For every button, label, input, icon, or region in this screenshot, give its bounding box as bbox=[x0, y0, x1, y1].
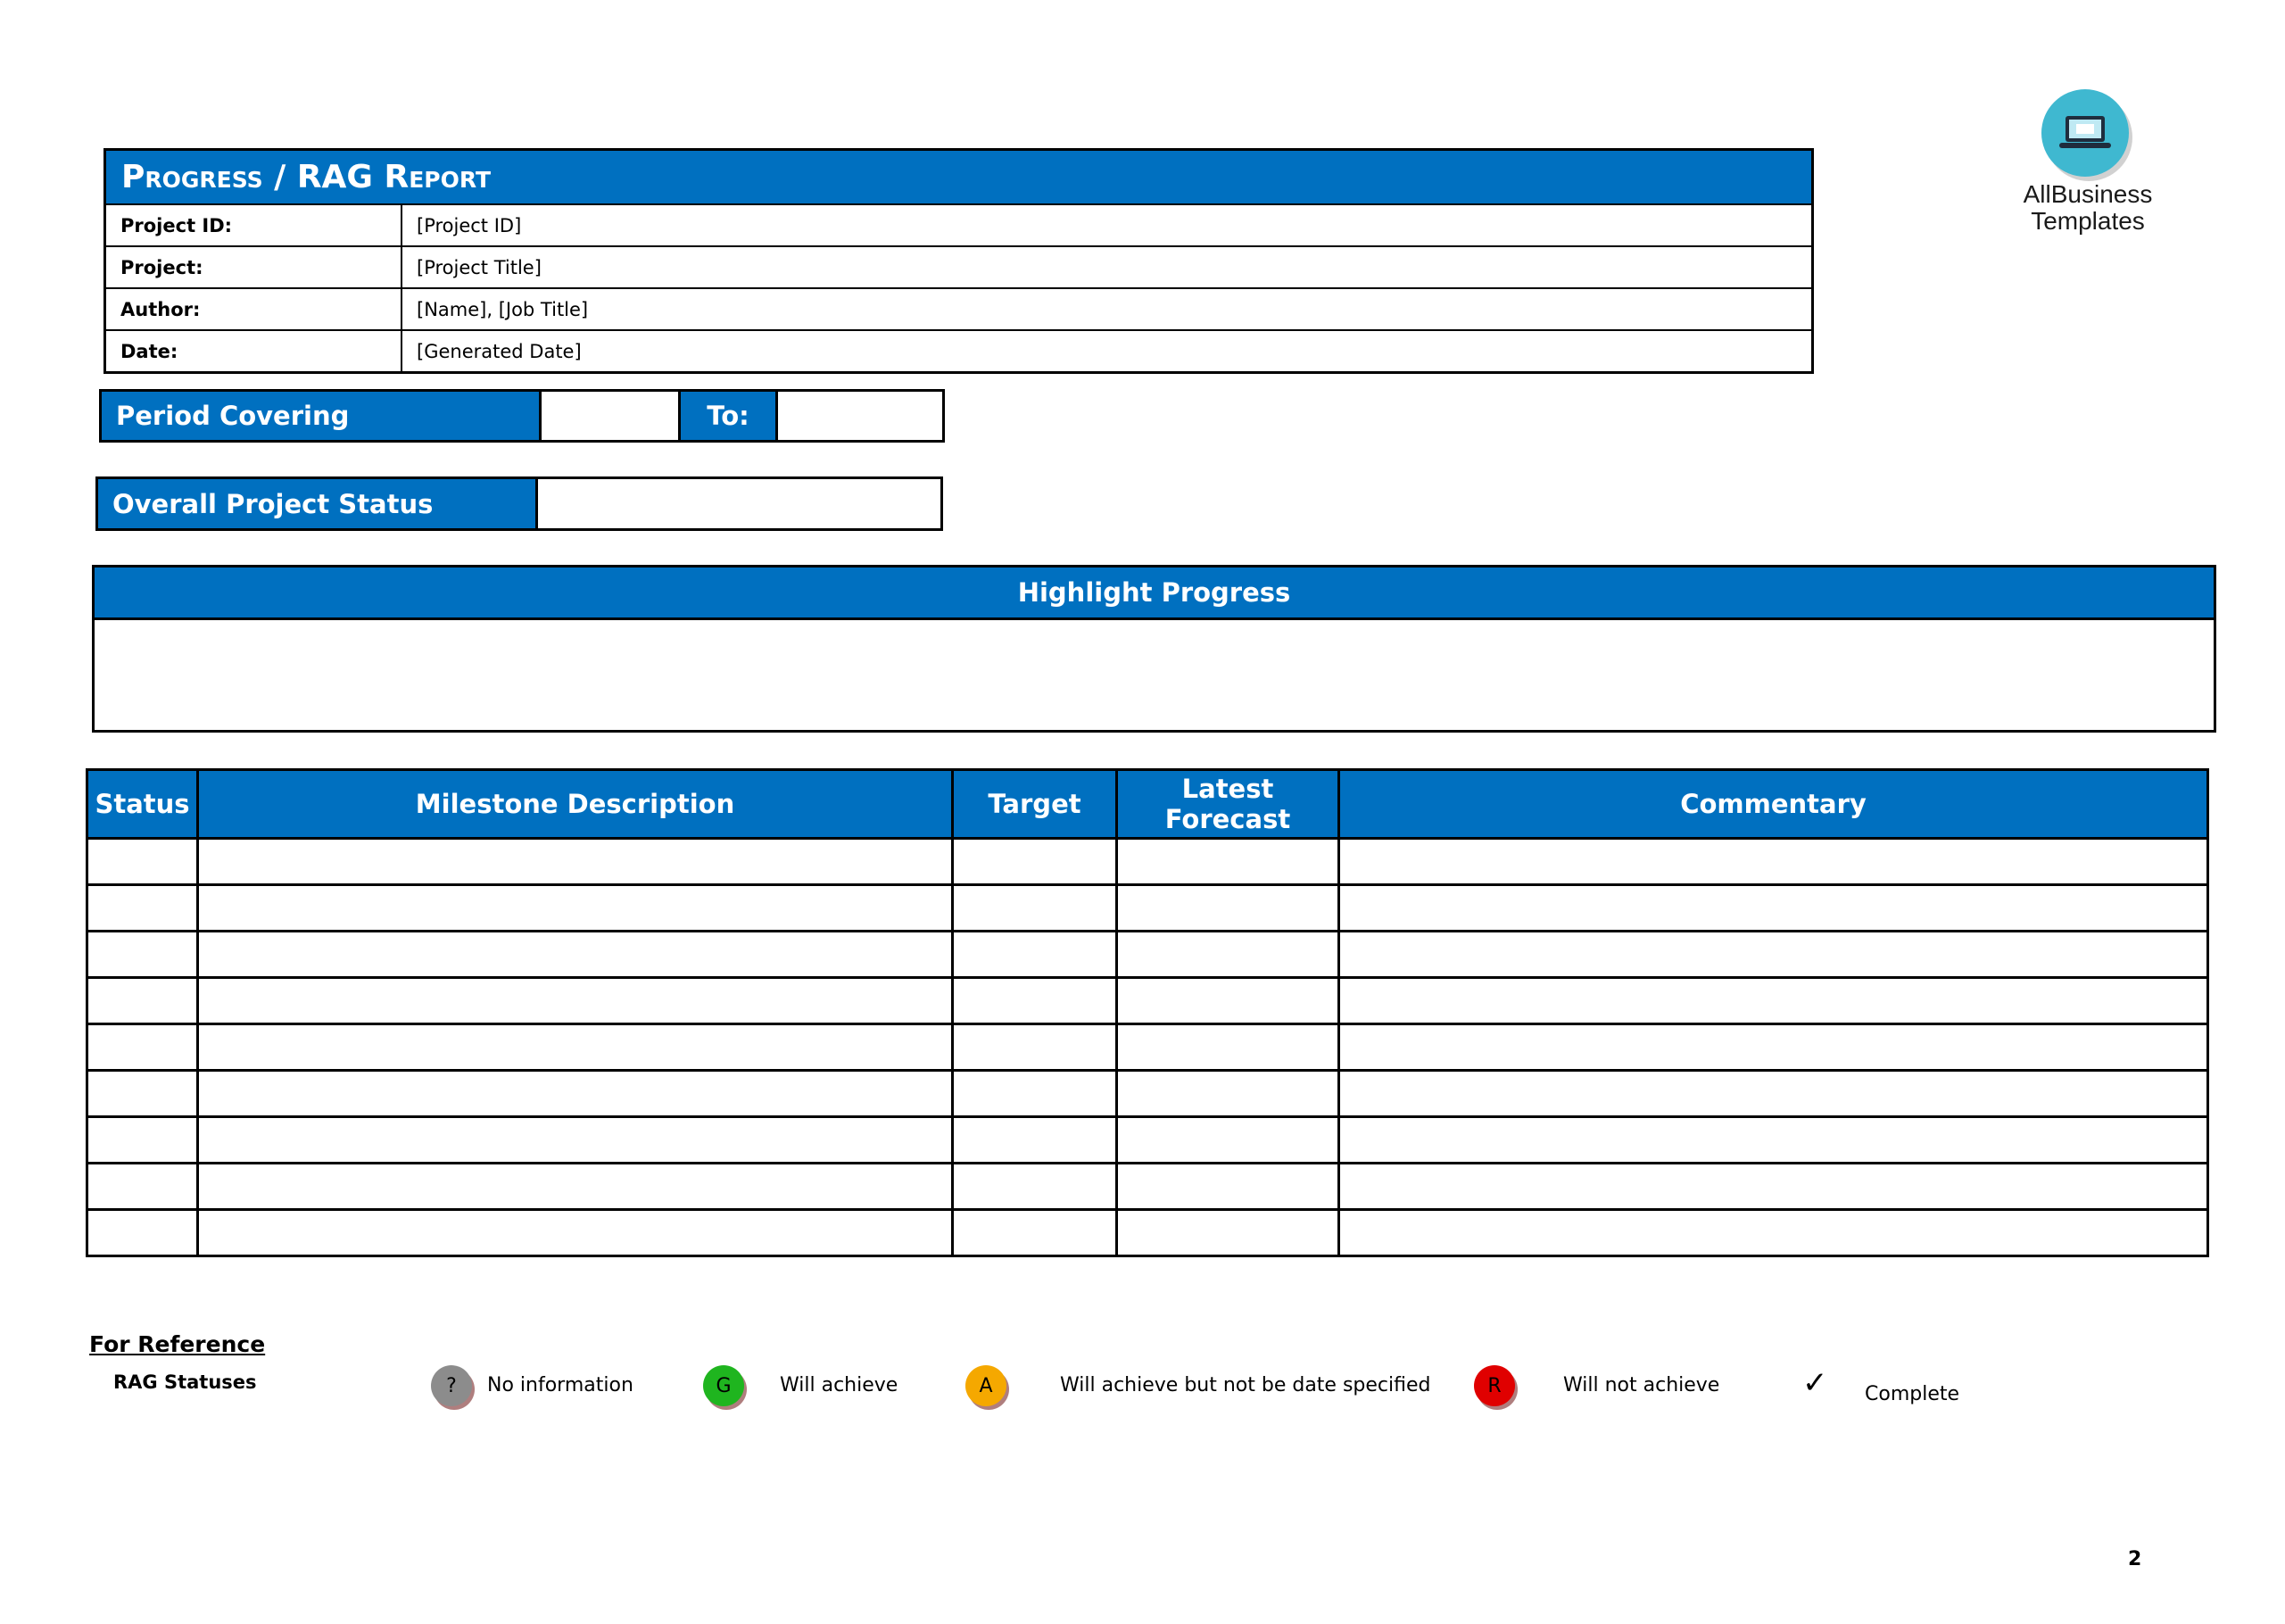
project-id-label: Project ID: bbox=[106, 205, 402, 245]
author-label: Author: bbox=[106, 289, 402, 329]
target-cell[interactable] bbox=[953, 1164, 1117, 1210]
period-covering-label: Period Covering bbox=[102, 392, 542, 440]
report-header-table bbox=[103, 148, 1814, 374]
table-row bbox=[87, 1071, 2208, 1117]
status-cell[interactable] bbox=[87, 932, 198, 978]
forecast-cell[interactable] bbox=[1117, 1071, 1339, 1117]
table-row bbox=[87, 839, 2208, 885]
target-cell[interactable] bbox=[953, 1071, 1117, 1117]
description-cell[interactable] bbox=[198, 1210, 953, 1256]
legend-label-will-achieve-late: Will achieve but not be date specified bbox=[1060, 1374, 1431, 1396]
no-information-icon: ? bbox=[431, 1365, 472, 1406]
status-cell[interactable] bbox=[87, 1024, 198, 1071]
status-cell[interactable] bbox=[87, 1117, 198, 1164]
period-covering-box bbox=[99, 389, 945, 443]
date-label: Date: bbox=[106, 331, 402, 371]
description-cell[interactable] bbox=[198, 978, 953, 1024]
author-field[interactable]: [Name], [Job Title] bbox=[417, 298, 589, 320]
forecast-cell[interactable] bbox=[1117, 1210, 1339, 1256]
rag-statuses-label: RAG Statuses bbox=[113, 1371, 257, 1393]
target-cell[interactable] bbox=[953, 978, 1117, 1024]
target-cell[interactable] bbox=[953, 1210, 1117, 1256]
status-cell[interactable] bbox=[87, 1164, 198, 1210]
overall-status-label: Overall Project Status bbox=[98, 479, 538, 528]
description-cell[interactable] bbox=[198, 1117, 953, 1164]
forecast-cell[interactable] bbox=[1117, 1117, 1339, 1164]
column-header-status: Status bbox=[87, 770, 198, 839]
forecast-cell[interactable] bbox=[1117, 932, 1339, 978]
commentary-cell[interactable] bbox=[1339, 1071, 2208, 1117]
forecast-cell[interactable] bbox=[1117, 839, 1339, 885]
overall-status-field[interactable] bbox=[538, 479, 940, 528]
milestone-header-row bbox=[87, 770, 2208, 839]
description-cell[interactable] bbox=[198, 885, 953, 932]
commentary-cell[interactable] bbox=[1339, 1210, 2208, 1256]
page-number: 2 bbox=[2128, 1548, 2142, 1570]
status-cell[interactable] bbox=[87, 1071, 198, 1117]
target-cell[interactable] bbox=[953, 932, 1117, 978]
header-row-author bbox=[106, 287, 1811, 329]
target-cell[interactable] bbox=[953, 839, 1117, 885]
amber-status-icon: A bbox=[965, 1365, 1006, 1406]
commentary-cell[interactable] bbox=[1339, 1164, 2208, 1210]
table-row bbox=[87, 1164, 2208, 1210]
green-status-icon: G bbox=[703, 1365, 744, 1406]
table-row bbox=[87, 1210, 2208, 1256]
header-row-project-id bbox=[106, 205, 1811, 245]
column-header-milestone-description: Milestone Description bbox=[198, 770, 953, 839]
highlight-progress-section bbox=[92, 565, 2216, 733]
commentary-cell[interactable] bbox=[1339, 978, 2208, 1024]
report-title: Progress / RAG Report bbox=[106, 151, 1811, 205]
red-status-icon: R bbox=[1474, 1365, 1515, 1406]
laptop-icon bbox=[2041, 89, 2129, 177]
for-reference-title: For Reference bbox=[89, 1331, 266, 1357]
description-cell[interactable] bbox=[198, 1164, 953, 1210]
project-title-field[interactable]: [Project Title] bbox=[417, 256, 542, 278]
table-row bbox=[87, 885, 2208, 932]
column-header-latest-forecast: Latest Forecast bbox=[1117, 770, 1339, 839]
table-row bbox=[87, 932, 2208, 978]
legend-label-no-information: No information bbox=[487, 1374, 633, 1396]
description-cell[interactable] bbox=[198, 1071, 953, 1117]
table-row bbox=[87, 978, 2208, 1024]
legend-label-will-not-achieve: Will not achieve bbox=[1563, 1374, 1720, 1396]
date-field[interactable]: [Generated Date] bbox=[417, 340, 582, 362]
header-rows bbox=[106, 205, 1811, 371]
column-header-commentary: Commentary bbox=[1339, 770, 2208, 839]
target-cell[interactable] bbox=[953, 1024, 1117, 1071]
status-cell[interactable] bbox=[87, 978, 198, 1024]
period-to-field[interactable] bbox=[778, 392, 942, 440]
status-cell[interactable] bbox=[87, 839, 198, 885]
commentary-cell[interactable] bbox=[1339, 885, 2208, 932]
forecast-cell[interactable] bbox=[1117, 978, 1339, 1024]
target-cell[interactable] bbox=[953, 885, 1117, 932]
commentary-cell[interactable] bbox=[1339, 839, 2208, 885]
period-from-field[interactable] bbox=[542, 392, 681, 440]
commentary-cell[interactable] bbox=[1339, 1024, 2208, 1071]
logo-text-line1: AllBusiness bbox=[2023, 180, 2153, 208]
project-label: Project: bbox=[106, 247, 402, 287]
highlight-progress-body[interactable] bbox=[95, 620, 2214, 733]
target-cell[interactable] bbox=[953, 1117, 1117, 1164]
logo-badge bbox=[2041, 89, 2129, 177]
overall-status-box bbox=[95, 476, 943, 531]
forecast-cell[interactable] bbox=[1117, 1024, 1339, 1071]
logo-text-line2: Templates bbox=[2031, 207, 2145, 235]
commentary-cell[interactable] bbox=[1339, 1117, 2208, 1164]
status-cell[interactable] bbox=[87, 885, 198, 932]
description-cell[interactable] bbox=[198, 1024, 953, 1071]
description-cell[interactable] bbox=[198, 932, 953, 978]
header-row-date bbox=[106, 329, 1811, 371]
legend-label-complete: Complete bbox=[1865, 1383, 1960, 1405]
checkmark-icon: ✓ bbox=[1802, 1365, 1828, 1401]
legend-label-will-achieve: Will achieve bbox=[780, 1374, 898, 1396]
milestone-table bbox=[86, 768, 2209, 1257]
forecast-cell[interactable] bbox=[1117, 885, 1339, 932]
table-row bbox=[87, 1117, 2208, 1164]
header-row-project bbox=[106, 245, 1811, 287]
period-to-label: To: bbox=[681, 392, 778, 440]
highlight-progress-title: Highlight Progress bbox=[95, 568, 2214, 620]
forecast-cell[interactable] bbox=[1117, 1164, 1339, 1210]
column-header-target: Target bbox=[953, 770, 1117, 839]
description-cell[interactable] bbox=[198, 839, 953, 885]
status-cell[interactable] bbox=[87, 1210, 198, 1256]
table-row bbox=[87, 1024, 2208, 1071]
commentary-cell[interactable] bbox=[1339, 932, 2208, 978]
project-id-field[interactable]: [Project ID] bbox=[417, 214, 522, 236]
